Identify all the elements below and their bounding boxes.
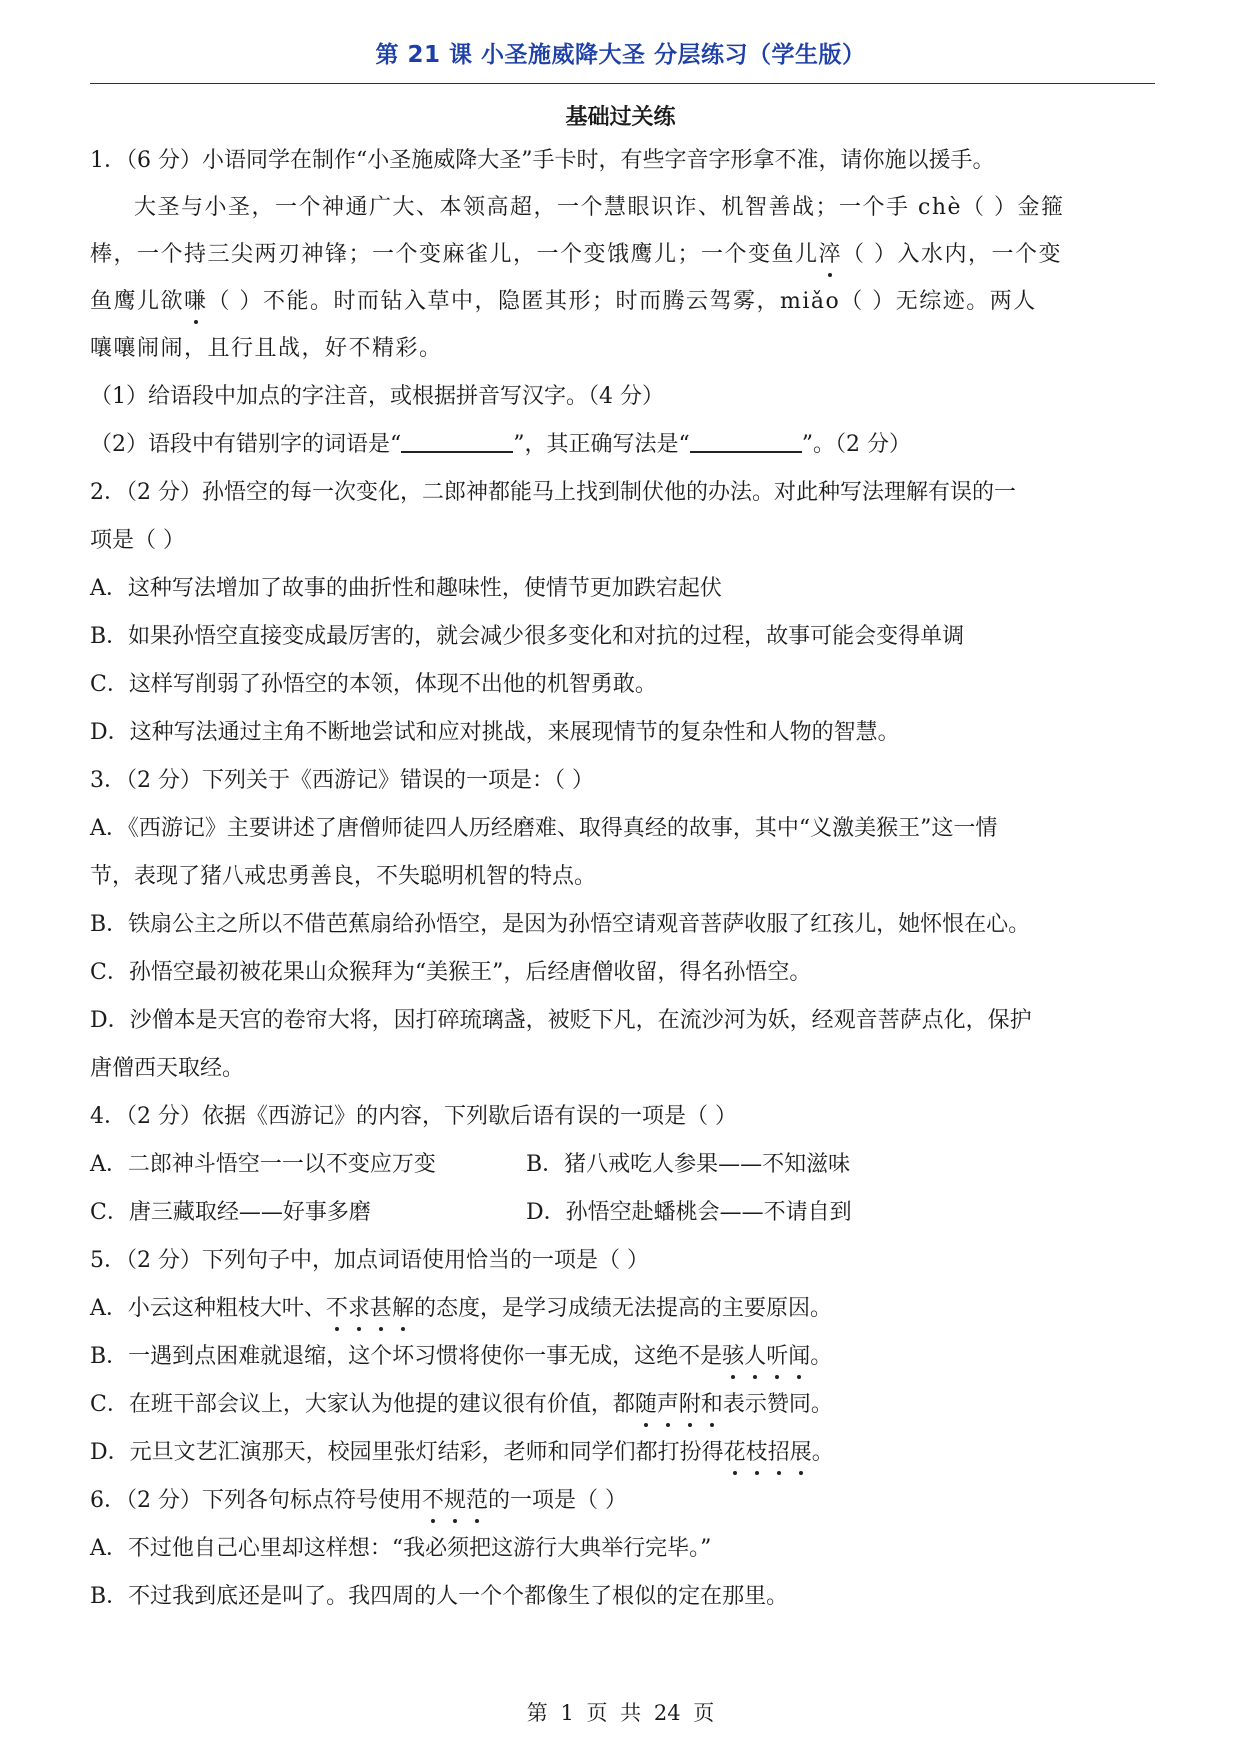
q5-option-text: D．元旦文艺汇演那天，校园里张灯结彩，老师和同学们都打扮得 bbox=[90, 1440, 724, 1465]
q5-option-b bbox=[90, 1342, 1155, 1372]
dotted-char: 招 bbox=[768, 1438, 790, 1468]
q2-option-d: D．这种写法通过主角不断地尝试和应对挑战，来展现情节的复杂性和人物的智慧。 bbox=[90, 720, 900, 745]
page-title: 第 21 课 小圣施威降大圣 分层练习（学生版） bbox=[375, 42, 866, 68]
q5-option-d bbox=[90, 1438, 1155, 1468]
q3-option-a-line-2: 节，表现了猪八戒忠勇善良，不失聪明机智的特点。 bbox=[90, 864, 597, 889]
q3-option-a-line-1: A．《西游记》主要讲述了唐僧师徒四人历经磨难、取得真经的故事，其中“义激美猴王”这一情 bbox=[90, 816, 998, 841]
dotted-char: 闻 bbox=[788, 1342, 810, 1372]
dotted-char: 范 bbox=[466, 1486, 488, 1516]
q1-subquestion-2 bbox=[90, 430, 1155, 460]
dotted-char: 解 bbox=[392, 1294, 414, 1324]
dotted-char: 随 bbox=[635, 1390, 657, 1420]
dotted-char: 规 bbox=[444, 1486, 466, 1516]
dotted-char: 枝 bbox=[746, 1438, 768, 1468]
q6-option-a: A．不过他自己心里却这样想：“我必须把这游行大典举行完毕。” bbox=[90, 1536, 712, 1561]
dotted-char: 听 bbox=[766, 1342, 788, 1372]
q3-option-d-line-1: D．沙僧本是天宫的卷帘大将，因打碎琉璃盏，被贬下凡，在流沙河为妖，经观音菩萨点化，保护 bbox=[90, 1008, 1032, 1033]
q1-passage-line-1: 大圣与小圣，一个神通广大、本领高超，一个慧眼识诈、机智善战；一个手 chè（ ）金箍 bbox=[134, 195, 1065, 220]
header-divider bbox=[90, 83, 1155, 84]
q2-stem-line-1: 2．（2 分）孙悟空的每一次变化，二郎神都能马上找到制伏他的办法。对此种写法理解有误的一 bbox=[90, 480, 1016, 505]
dotted-char: 展 bbox=[790, 1438, 812, 1468]
q3-stem: 3．（2 分）下列关于《西游记》错误的一项是：（ ） bbox=[90, 768, 594, 793]
dotted-char: 人 bbox=[744, 1342, 766, 1372]
q5-option-text: C．在班干部会议上，大家认为他提的建议很有价值，都 bbox=[90, 1392, 635, 1417]
dotted-word bbox=[722, 1344, 810, 1369]
q5-option-text: A．小云这种粗枝大叶、 bbox=[90, 1296, 326, 1321]
dotted-char: 花 bbox=[724, 1438, 746, 1468]
dotted-word bbox=[635, 1392, 723, 1417]
q1-sub2-text: ”。（2 分） bbox=[801, 432, 911, 457]
q3-option-c: C．孙悟空最初被花果山众猴拜为“美猴王”，后经唐僧收留，得名孙悟空。 bbox=[90, 960, 812, 985]
dotted-char: 和 bbox=[701, 1390, 723, 1420]
q1-sub2-text: （2）语段中有错别字的词语是“ bbox=[90, 432, 402, 457]
q5-option-text: 的态度，是学习成绩无法提高的主要原因。 bbox=[413, 1296, 832, 1321]
q5-option-a bbox=[90, 1294, 1155, 1324]
section-heading: 基础过关练 bbox=[565, 105, 676, 130]
dotted-word bbox=[326, 1296, 414, 1321]
q1-stem: 1．（6 分）小语同学在制作“小圣施威降大圣”手卡时，有些字音字形拿不准，请你施以援手。 bbox=[90, 148, 995, 173]
q1-passage-line-3 bbox=[90, 287, 1155, 317]
q5-option-c bbox=[90, 1390, 1155, 1420]
q4-option-c: C．唐三藏取经——好事多磨 bbox=[90, 1200, 371, 1225]
q6-stem bbox=[90, 1486, 1155, 1516]
q4-options-row-1 bbox=[90, 1150, 1155, 1180]
q1-passage-text: 鱼鹰儿欲 bbox=[90, 289, 185, 314]
q4-stem: 4．（2 分）依据《西游记》的内容，下列歇后语有误的一项是（ ） bbox=[90, 1104, 737, 1129]
dotted-char: 骇 bbox=[722, 1342, 744, 1372]
q1-passage-text: （ ）不能。时而钻入草中，隐匿其形；时而腾云驾雾，miǎo（ ）无综迹。两人 bbox=[207, 289, 1037, 314]
dotted-char: 附 bbox=[679, 1390, 701, 1420]
q1-subquestion-1: （1）给语段中加点的字注音，或根据拼音写汉字。（4 分） bbox=[90, 384, 664, 409]
dotted-word bbox=[724, 1440, 812, 1465]
q6-stem-text: 6．（2 分）下列各句标点符号使用 bbox=[90, 1488, 422, 1513]
dotted-char: 甚 bbox=[370, 1294, 392, 1324]
q1-passage-line-2 bbox=[90, 240, 1155, 270]
dotted-word bbox=[422, 1488, 488, 1513]
dotted-char: 不 bbox=[326, 1294, 348, 1324]
q2-option-a: A．这种写法增加了故事的曲折性和趣味性，使情节更加跌宕起伏 bbox=[90, 576, 722, 601]
q5-option-text: 。 bbox=[810, 1344, 833, 1369]
q4-option-a: A．二郎神斗悟空一一以不变应万变 bbox=[90, 1152, 436, 1177]
q2-option-c: C．这样写削弱了孙悟空的本领，体现不出他的机智勇敢。 bbox=[90, 672, 657, 697]
dotted-char: 淬 bbox=[819, 240, 843, 270]
q6-stem-text: 的一项是（ ） bbox=[488, 1488, 628, 1513]
page-number: 第 1 页 共 24 页 bbox=[526, 1701, 715, 1725]
dotted-char: 声 bbox=[657, 1390, 679, 1420]
dotted-char: 不 bbox=[422, 1486, 444, 1516]
q6-option-b: B．不过我到底还是叫了。我四周的人一个个都像生了根似的定在那里。 bbox=[90, 1584, 789, 1609]
q4-option-d: D．孙悟空赴蟠桃会——不请自到 bbox=[526, 1200, 852, 1225]
q2-stem-line-2: 项是（ ） bbox=[90, 528, 185, 553]
q4-options-row-2 bbox=[90, 1198, 1155, 1228]
dotted-char: 嗛 bbox=[184, 287, 208, 317]
q2-option-b: B．如果孙悟空直接变成最厉害的，就会减少很多变化和对抗的过程，故事可能会变得单调 bbox=[90, 624, 965, 649]
answer-blank[interactable] bbox=[690, 431, 802, 453]
q3-option-d-line-2: 唐僧西天取经。 bbox=[90, 1056, 245, 1081]
q1-passage-text: 棒，一个持三尖两刃神锋；一个变麻雀儿，一个变饿鹰儿；一个变鱼儿 bbox=[90, 242, 819, 267]
q5-option-text: 。 bbox=[811, 1440, 834, 1465]
q5-option-text: B．一遇到点困难就退缩，这个坏习惯将使你一事无成，这绝不是 bbox=[90, 1344, 723, 1369]
q5-stem: 5．（2 分）下列句子中，加点词语使用恰当的一项是（ ） bbox=[90, 1248, 649, 1273]
dotted-char: 求 bbox=[348, 1294, 370, 1324]
q1-sub2-text: ”，其正确写法是“ bbox=[513, 432, 690, 457]
q4-option-b: B．猪八戒吃人参果——不知滋味 bbox=[526, 1152, 851, 1177]
q5-option-text: 表示赞同。 bbox=[722, 1392, 833, 1417]
q1-passage-text: （ ）入水内，一个变 bbox=[842, 242, 1063, 267]
q3-option-b: B．铁扇公主之所以不借芭蕉扇给孙悟空，是因为孙悟空请观音菩萨收服了红孩儿，她怀恨在心。 bbox=[90, 912, 1031, 937]
q1-passage-line-4: 嚷嚷闹闹，且行且战，好不精彩。 bbox=[90, 336, 443, 361]
answer-blank[interactable] bbox=[401, 431, 513, 453]
